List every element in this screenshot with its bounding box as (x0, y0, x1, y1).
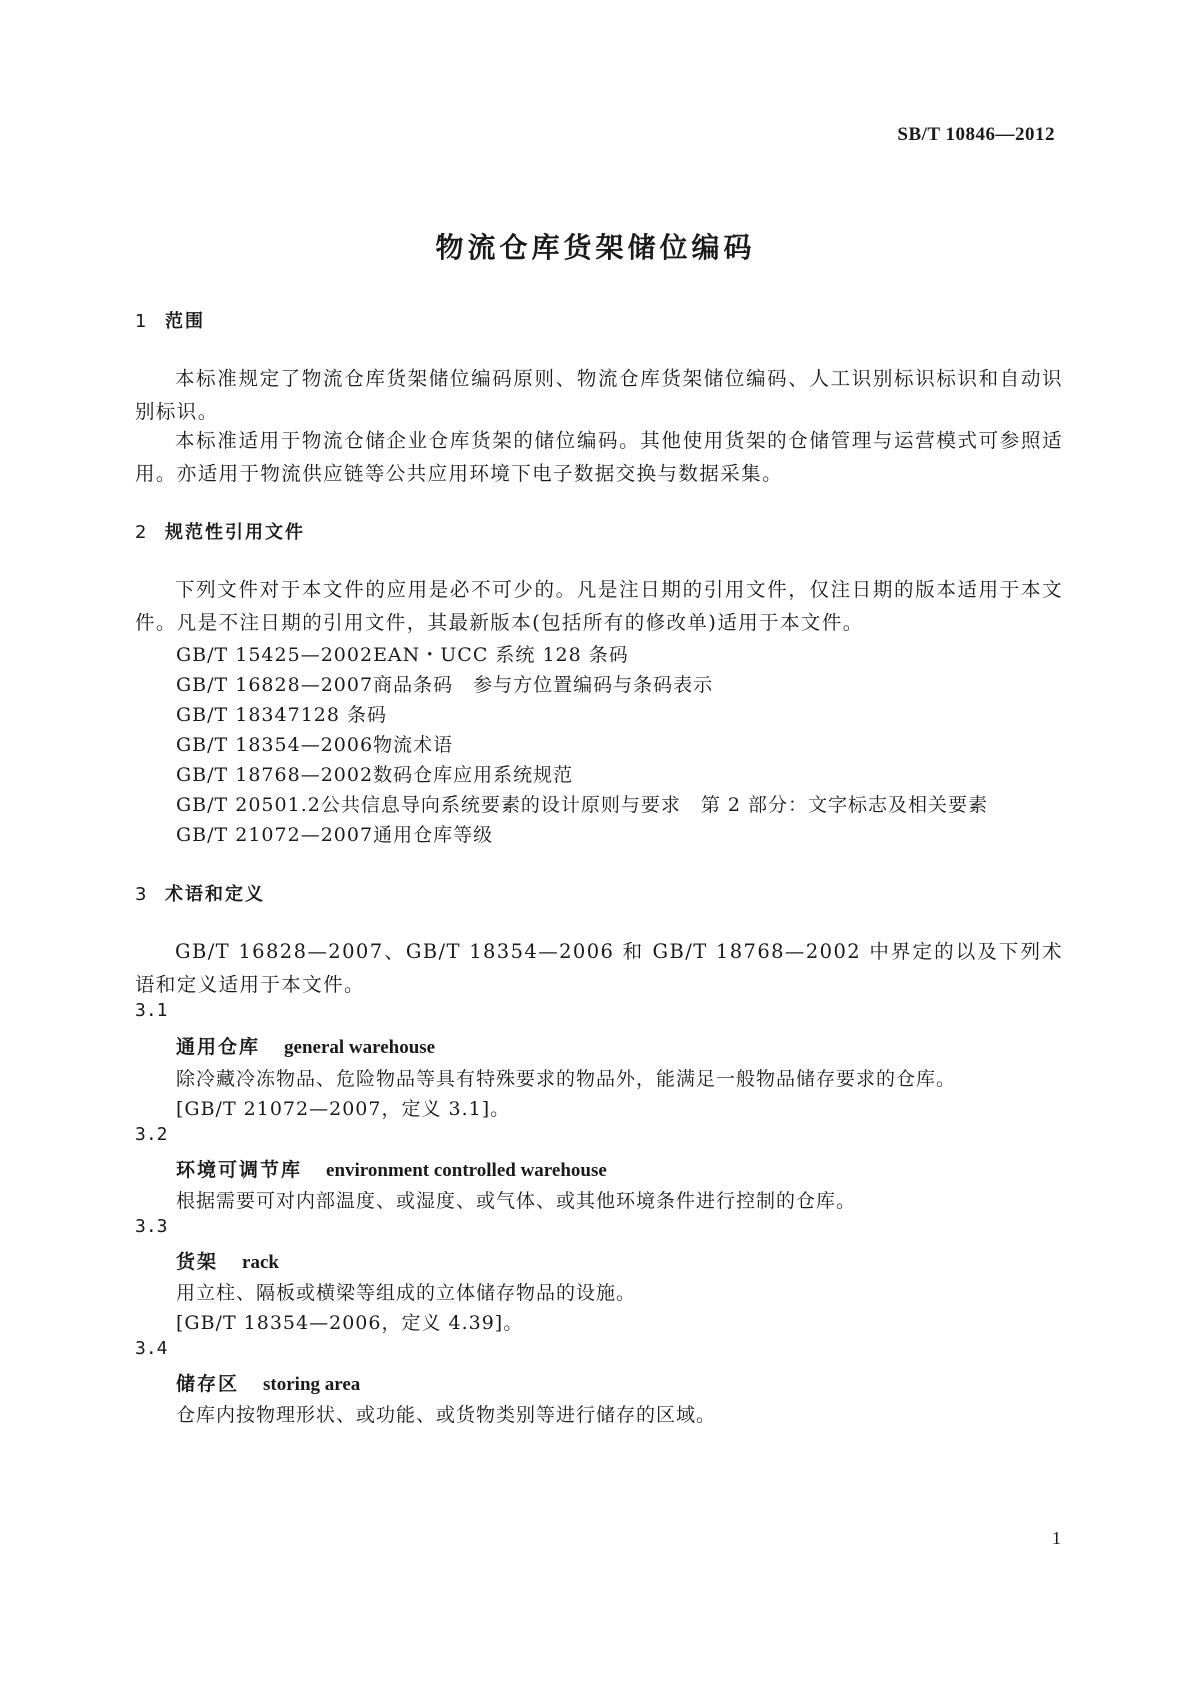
reference-item (176, 670, 713, 697)
reference-title: 商品条码 参与方位置编码与条码表示 (373, 674, 714, 696)
term-heading (176, 1247, 279, 1274)
term-number: 3.4 (135, 1338, 168, 1359)
reference-code: GB/T 21072—2007 (176, 824, 374, 846)
terms-intro: GB/T 16828—2007、GB/T 18354—2006 和 GB/T 18768—2002 中界定的以及下列术语和定义适用于本文件。 (135, 940, 1063, 996)
references-intro: 下列文件对于本文件的应用是必不可少的。凡是注日期的引用文件，仅注日期的版本适用于本文件。凡是不注日期的引用文件，其最新版本(包括所有的修改单)适用于本文件。 (135, 578, 1063, 634)
reference-item (176, 640, 629, 667)
reference-code: GB/T 18768—2002 (176, 764, 374, 786)
term-zh: 储存区 (176, 1373, 240, 1395)
term-number: 3.1 (135, 1000, 168, 1021)
reference-title: 物流术语 (373, 734, 454, 756)
reference-item (176, 820, 493, 847)
term-definition: 用立柱、隔板或横梁等组成的立体储存物品的设施。 (176, 1282, 637, 1304)
term-en: environment controlled warehouse (326, 1160, 607, 1181)
section-2-heading (135, 518, 305, 544)
reference-item (176, 790, 988, 817)
document-title: 物流仓库货架储位编码 (435, 231, 756, 264)
section-title: 规范性引用文件 (165, 522, 305, 543)
term-source: [GB/T 18354—2006，定义 4.39]。 (176, 1312, 524, 1334)
page-number: 1 (1052, 1528, 1061, 1548)
term-heading (176, 1155, 607, 1182)
term-zh: 环境可调节库 (176, 1159, 303, 1181)
section-title: 术语和定义 (165, 884, 265, 905)
reference-title: EAN・UCC 系统 128 条码 (373, 644, 629, 666)
term-number: 3.3 (135, 1216, 168, 1237)
reference-code: GB/T 15425—2002 (176, 644, 374, 666)
term-en: rack (242, 1252, 279, 1273)
reference-title: 数码仓库应用系统规范 (373, 764, 574, 786)
reference-code: GB/T 18347 (176, 704, 301, 726)
scope-paragraph-1: 本标准规定了物流仓库货架储位编码原则、物流仓库货架储位编码、人工识别标识标识和自动识别标识。 (135, 367, 1063, 423)
reference-item (176, 760, 573, 787)
section-3-heading (135, 880, 265, 906)
section-number: 1 (135, 311, 149, 332)
term-definition: 除冷藏冷冻物品、危险物品等具有特殊要求的物品外，能满足一般物品储存要求的仓库。 (176, 1068, 957, 1090)
section-title: 范围 (165, 311, 205, 332)
scope-paragraph-2: 本标准适用于物流仓储企业仓库货架的储位编码。其他使用货架的仓储管理与运营模式可参照适用。亦适用于物流供应链等公共应用环境下电子数据交换与数据采集。 (135, 429, 1063, 485)
reference-code: GB/T 18354—2006 (176, 734, 374, 756)
term-number: 3.2 (135, 1124, 168, 1145)
reference-title: 公共信息导向系统要素的设计原则与要求 第 2 部分：文字标志及相关要素 (320, 794, 988, 816)
section-number: 3 (135, 884, 149, 905)
standard-code: SB/T 10846—2012 (897, 124, 1055, 145)
term-zh: 通用仓库 (176, 1036, 261, 1058)
reference-code: GB/T 16828—2007 (176, 674, 374, 696)
term-heading (176, 1032, 435, 1059)
term-heading (176, 1369, 360, 1396)
term-definition: 仓库内按物理形状、或功能、或货物类别等进行储存的区域。 (176, 1404, 717, 1426)
section-1-heading (135, 307, 205, 333)
term-zh: 货架 (176, 1251, 219, 1273)
reference-title: 通用仓库等级 (373, 824, 494, 846)
section-number: 2 (135, 522, 149, 543)
reference-item (176, 700, 387, 727)
term-en: storing area (263, 1374, 361, 1395)
term-en: general warehouse (284, 1037, 436, 1058)
reference-code: GB/T 20501.2 (176, 794, 321, 816)
reference-item (176, 730, 453, 757)
term-definition: 根据需要可对内部温度、或湿度、或气体、或其他环境条件进行控制的仓库。 (176, 1190, 857, 1212)
reference-title: 128 条码 (300, 704, 388, 726)
term-source: [GB/T 21072—2007，定义 3.1]。 (176, 1098, 511, 1120)
